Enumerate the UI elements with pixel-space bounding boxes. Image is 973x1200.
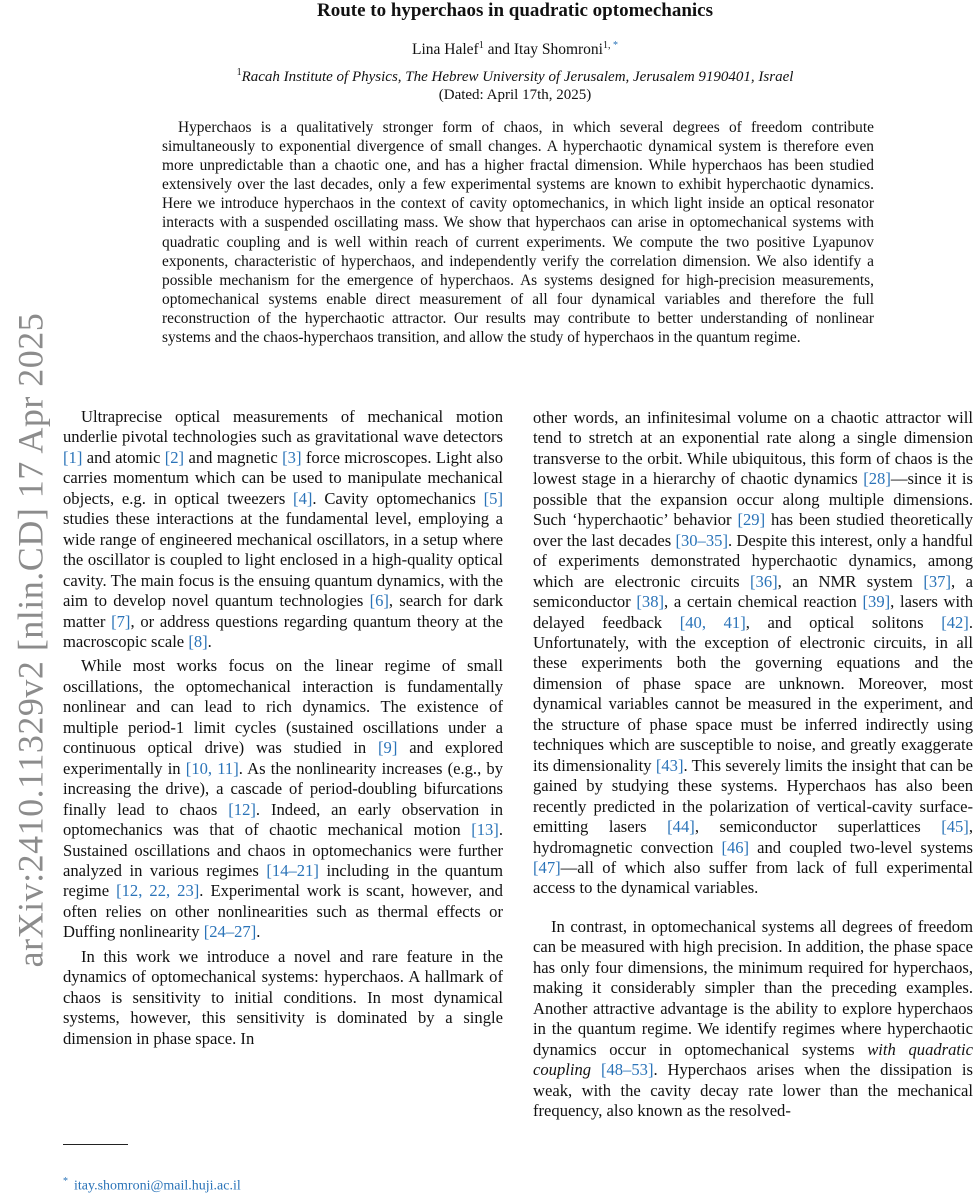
author-name: Itay Shomroni <box>513 41 603 59</box>
citation-link[interactable]: [36] <box>750 571 778 591</box>
citation-link[interactable]: [6] <box>369 591 389 611</box>
body-paragraph <box>63 947 503 1049</box>
email-link[interactable]: itay.shomroni@mail.huji.ac.il <box>74 1178 241 1194</box>
text-run: , or address questions regarding quantum theory at the macroscopic scale <box>63 611 503 651</box>
body-paragraph <box>533 408 973 899</box>
text-run: and atomic <box>82 447 165 467</box>
footnote <box>63 1176 241 1195</box>
footnote-rule <box>63 1144 128 1145</box>
citation-link[interactable]: [8] <box>188 631 208 651</box>
text-run: While most works focus on the linear regime of small oscillations, the optomechanical interaction is fundamentally nonlinear and can lead to rich dynamics. The existence of multiple period-1 limit cycles (sustained oscillations under a continuous optical drive) was studied in <box>63 656 503 758</box>
text-run: studies these interactions at the fundamental level, employing a wide range of engineered mechanical oscillators, in a setup where the oscillator is coupled to light enclosed in a high-quality optical cavity. The main focus is the ensuing quantum dynamics, with the aim to develop novel quantum technologies <box>63 509 503 611</box>
text-run: In contrast, in optomechanical systems all degrees of freedom can be measured with high precision. In addition, the phase space has only four dimensions, the minimum required for hyperchaos, making it considerably simpler than the preceding examples. Another attractive advantage is the ability to explore hyperchaos in the quantum regime. We identify regimes where hyperchaotic dynamics occur in optomechanical systems <box>533 916 973 1059</box>
text-run: and explored experimentally in <box>63 738 503 778</box>
affiliation <box>120 67 910 86</box>
left-column <box>63 407 503 1049</box>
text-run: . Experimental work is scant, however, and often relies on other nonlinearities such as thermal effects or Duffing nonlinearity <box>63 881 503 942</box>
text-run: Ultraprecise optical measurements of mechanical motion underlie pivotal technologies such as gravitational wave detectors <box>63 407 503 447</box>
citation-link[interactable]: [12, 22, 23] <box>116 881 200 901</box>
text-run: . <box>256 922 261 942</box>
text-run: and magnetic <box>184 447 283 467</box>
text-run: —all of which also suffer from lack of full experimental access to the dynamical variables. <box>533 857 973 898</box>
text-run: . Despite this interest, only a handful of experiments demonstrated hyperchaotic dynamics, among which are electronic circuits <box>533 530 973 591</box>
author-name: Lina Halef <box>412 41 479 59</box>
text-run: . Unfortunately, with the exception of electronic circuits, in all these experiments both the governing equations and the dimension of phase space are unknown. Moreover, most dynamical variables cannot be measured in the experiment, and the structure of phase space must be inferred indirectly using techniques which are susceptible to noise, and greatly exaggerate its dimensionality <box>533 612 973 775</box>
citation-link[interactable]: [3] <box>282 447 302 467</box>
citation-link[interactable]: [28] <box>863 469 891 489</box>
citation-link[interactable]: [46] <box>721 837 750 857</box>
citation-link[interactable]: [30–35] <box>675 530 728 550</box>
citation-link[interactable]: [4] <box>293 488 313 508</box>
body-paragraph <box>63 656 503 942</box>
citation-link[interactable]: [47] <box>533 857 561 877</box>
citation-link[interactable]: [24–27] <box>203 922 257 942</box>
right-column <box>533 408 973 1121</box>
text-run: . This severely limits the insight that can be gained by studying these systems. Hyperchaos has also been recently predicted in the polarization of vertical-cavity surface-emitting lasers <box>533 755 973 837</box>
paper-title: Route to hyperchaos in quadratic optomechanics <box>316 0 714 21</box>
affiliation-mark: 1 <box>478 40 484 51</box>
text-run: force microscopes. Light also carries momentum which can be used to manipulate mechanical objects, e.g. in optical tweezers <box>63 447 503 508</box>
text-run: , semiconductor superlattices <box>694 817 942 837</box>
citation-link[interactable]: [43] <box>655 755 684 775</box>
text-run: , a certain chemical reaction <box>664 592 863 612</box>
text-run: . Cavity optomechanics <box>312 488 484 508</box>
affiliation-mark: 1, * <box>602 40 618 51</box>
arxiv-identifier-text: arXiv:2410.11329v2 [nlin.CD] 17 Apr 2025 <box>10 312 50 968</box>
author-conjunction: and <box>487 41 510 59</box>
emphasis-text: with quadratic coupling <box>533 1039 973 1080</box>
text-run: and coupled two-level systems <box>749 837 973 857</box>
citation-link[interactable]: [48–53] <box>600 1060 654 1080</box>
citation-link[interactable]: [9] <box>378 738 398 758</box>
citation-link[interactable]: [7] <box>111 611 131 631</box>
body-paragraph <box>533 917 973 1122</box>
text-run: , a semiconductor <box>533 571 973 612</box>
text-run <box>591 1060 601 1079</box>
text-run: . As the nonlinearity increases (e.g., by increasing the drive), a cascade of period-doubling bifurcations finally lead to chaos <box>63 758 503 819</box>
text-run: has been studied theoretically over the last decades <box>533 510 973 550</box>
text-run: including in the quantum regime <box>63 860 504 901</box>
text-run: , hydromagnetic convection <box>533 817 973 857</box>
dated-line: (Dated: April 17th, 2025) <box>438 87 592 103</box>
footnote-mark: * <box>63 1176 68 1187</box>
citation-link[interactable]: [39] <box>862 592 891 612</box>
citation-link[interactable]: [10, 11] <box>185 758 239 778</box>
text-run: . Indeed, an early observation in optomechanics was that of chaotic mechanical motion <box>63 799 503 840</box>
citation-link[interactable]: [45] <box>941 817 969 837</box>
text-run: —since it is possible that the expansion occur along multiple dimensions. Such ‘hyperchaotic’ behavior <box>533 469 973 530</box>
citation-link[interactable]: [29] <box>737 510 766 530</box>
text-run: , and optical solitons <box>745 612 942 632</box>
citation-link[interactable]: [5] <box>483 488 503 508</box>
citation-link[interactable]: [38] <box>636 592 665 612</box>
affiliation-text: Racah Institute of Physics, The Hebrew University of Jerusalem, Jerusalem 9190401, Israel <box>241 69 794 85</box>
citation-link[interactable]: [42] <box>941 612 969 632</box>
text-run: In this work we introduce a novel and rare feature in the dynamics of optomechanical systems: hyperchaos. A hallmark of chaos is sensitivity to initial conditions. In most dynamical systems, however, this sensitivity is dominated by a single dimension in phase space. In <box>63 946 503 1048</box>
citation-link[interactable]: [44] <box>667 817 695 837</box>
text-run: , an NMR system <box>777 571 924 591</box>
text-run: , lasers with delayed feedback <box>533 592 973 632</box>
affiliation-mark: 1 <box>236 67 242 78</box>
abstract: Hyperchaos is a qualitatively stronger form of chaos, in which several degrees of freedom contribute simultaneously to exponential divergence of small changes. A hyperchaotic dynamical system is therefore even more unpredictable than a chaotic one, and has a higher fractal dimension. While hyperchaos has been studied extensively over the last decades, only a few experimental systems are known to exhibit hyperchaotic dynamics. Here we introduce hyperchaos in the context of cavity optomechanics, in which light inside an optical resonator interacts with a suspended oscillating mass. We show that hyperchaos can arise in optomechanical systems with quadratic coupling and is well within reach of current experiments. We compute the two positive Lyapunov exponents, characteristic of hyperchaos, and independently verify the correlation dimension. We also identify a possible mechanism for the emergence of hyperchaos. As systems designed for high-precision measurements, optomechanical systems enable direct measurement of all four dynamical variables and therefore the full reconstruction of the hyperchaotic attractor. Our results may contribute to better understanding of nonlinear systems and the chaos-hyperchaos transition, and allow the study of hyperchaos in the quantum regime. <box>162 119 874 347</box>
body-paragraph <box>63 407 503 652</box>
citation-link[interactable]: [40, 41] <box>679 612 746 632</box>
text-run: other words, an infinitesimal volume on a chaotic attractor will tend to stretch at an exponential rate along a single dimension transverse to the orbit. While ubiquitous, this form of chaos is the lowest stage in a hierarchy of chaotic dynamics <box>533 408 973 489</box>
citation-link[interactable]: [37] <box>923 571 951 591</box>
text-run: , search for dark matter <box>63 591 503 631</box>
citation-link[interactable]: [1] <box>63 447 83 467</box>
arxiv-identifier-stamp <box>0 270 60 1010</box>
text-run: . Sustained oscillations and chaos in optomechanics were further analyzed in various regimes <box>63 820 503 880</box>
text-run: . Hyperchaos arises when the dissipation is weak, with the cavity decay rate lower than the mechanical frequency, also known as the resolved- <box>533 1060 973 1120</box>
text-run: . <box>207 631 212 651</box>
citation-link[interactable]: [13] <box>471 820 499 840</box>
citation-link[interactable]: [2] <box>164 447 185 467</box>
citation-link[interactable]: [14–21] <box>266 860 319 880</box>
corresponding-author-link[interactable]: * <box>612 40 618 51</box>
author-line <box>120 40 910 59</box>
citation-link[interactable]: [12] <box>228 799 256 819</box>
